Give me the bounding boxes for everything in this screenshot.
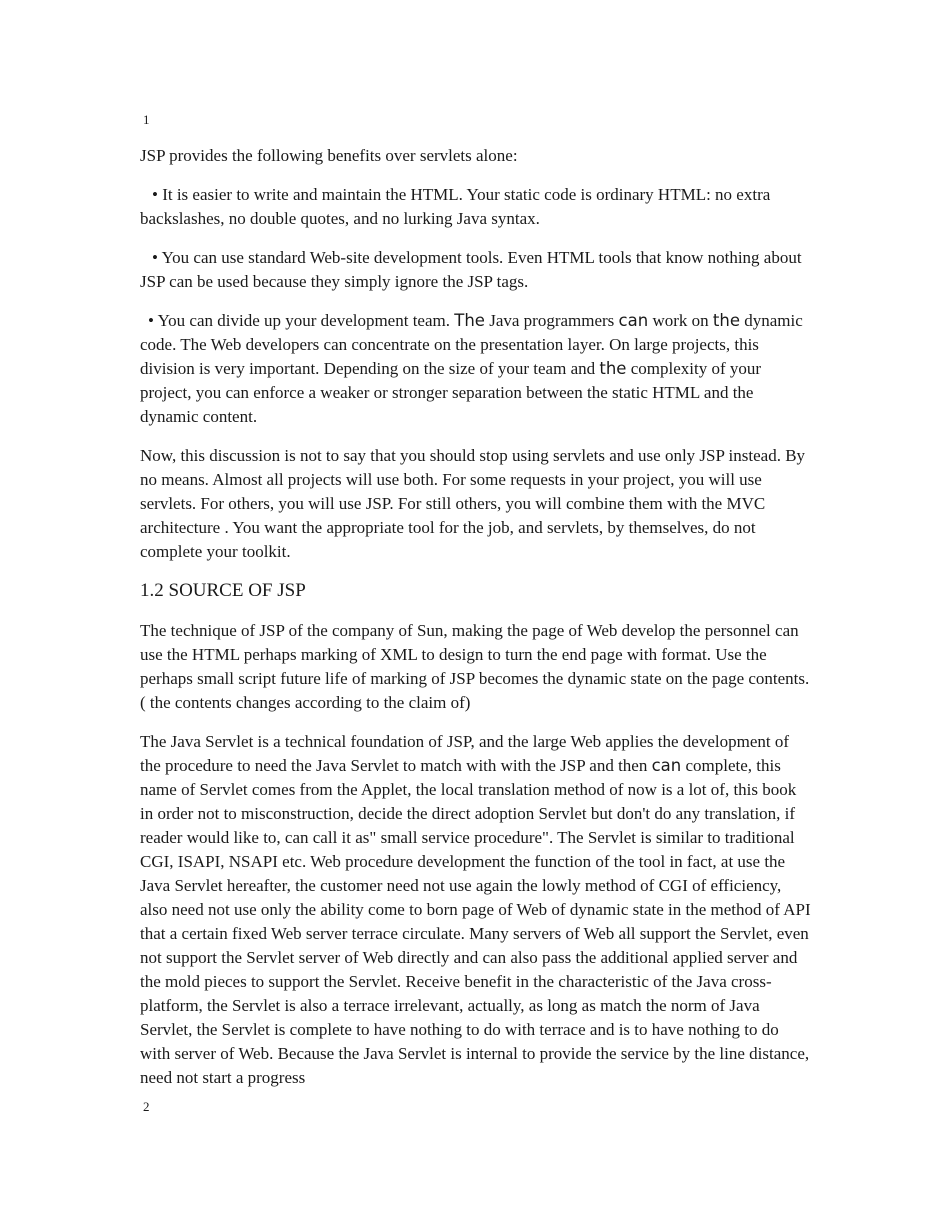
bullet-text-word: can [618,311,649,330]
paragraph-text-part: The Java Servlet is a technical foundation of JSP, and the large Web applies the development of the procedure to need the Java Servlet to match with with the JSP and then [140,732,790,775]
page-number-bottom: 2 [143,1099,150,1114]
section-heading: 1.2 SOURCE OF JSP [140,580,306,601]
bullet-text-part: Java programmers [489,311,615,330]
bullet-text: It is easier to write and maintain the HTML. Your static code is ordinary HTML: no extra backslashes, no double quotes, and no lurking Java syntax. [140,185,771,228]
paragraph-now: Now, this discussion is not to say that you should stop using servlets and use only JSP instead. By no means. Almost all projects will use both. For some requests in your project, you will use servlets. For others, you will use JSP. For still others, you will combine them with the MVC architecture . You want the appropriate tool for the job, and servlets, by themselves, do not complete your toolkit. [140,446,806,561]
bullet-icon: • [152,185,163,204]
bullet-text: You can use standard Web-site development tools. Even HTML tools that know nothing about JSP can be used because they simply ignore the JSP tags. [140,248,802,291]
bullet-text-word: the [712,311,740,330]
paragraph-text-part: complete, this name of Servlet comes from the Applet, the local translation method of now is a lot of, this book in order not to misconstruction, decide the direct adoption Servlet but don't do any translation, if reader would like to, can call it as" small service procedure". The Servlet is similar to traditional CGI, ISAPI, NSAPI etc. Web procedure development the function of the tool in fact, at use the Java Servlet hereafter, the customer need not use again the lowly method of CGI of efficiency, also need not use only the ability come to born page of Web of dynamic state in the method of API that a certain fixed Web server terrace circulate. Many servers of Web all support the Servlet, even not support the Servlet server of Web directly and can also pass the additional applied server and the mold pieces to support the Servlet. Receive benefit in the characteristic of the Java cross-platform, the Servlet is also a terrace irrelevant, actually, as long as match the norm of Java Servlet, the Servlet is complete to have nothing to do with terrace and is to have nothing to do with server of Web. Because the Java Servlet is internal to provide the service by the line distance, need not start a progress [140,756,811,1087]
page-number-top: 1 [143,112,150,127]
bullet-text-part: work on [652,311,709,330]
paragraph-text-word: can [651,756,682,775]
paragraph-servlet [140,730,812,1090]
bullet-text-part: dynamic code. The Web developers can concentrate on the presentation layer. On large projects, this division is very important. Depending on the size of your team and [140,311,803,378]
bullet-text-part: You can divide up your development team. [157,311,450,330]
bullet-icon: • [148,311,158,330]
bullet-text-part: complexity of your project, you can enforce a weaker or stronger separation between the static HTML and the dynamic content. [140,359,762,426]
bullet-icon: • [152,248,162,267]
bullet-text-word: the [599,359,627,378]
bullet-text-word: The [454,311,485,330]
bullet-item-tools [140,246,812,294]
bullet-item-html [140,183,812,231]
intro-paragraph: JSP provides the following benefits over servlets alone: [140,146,518,165]
page-body [140,144,812,1105]
paragraph-technique: The technique of JSP of the company of Sun, making the page of Web develop the personnel can use the HTML perhaps marking of XML to design to turn the end page with format. Use the perhaps small script future life of marking of JSP becomes the dynamic state on the page contents.( the contents changes according to the claim of) [140,621,810,712]
bullet-item-team [140,309,812,429]
